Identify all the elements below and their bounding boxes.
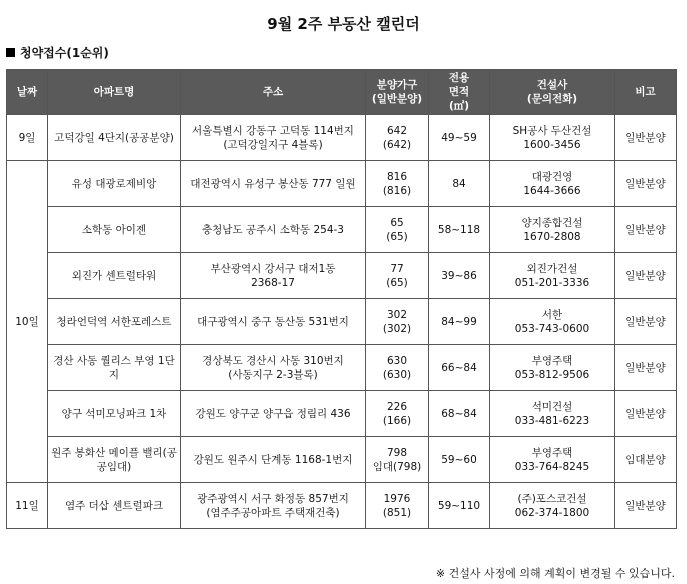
- unit-count: 798 임대(798): [366, 437, 429, 483]
- date-cell: 10일: [7, 299, 48, 345]
- header-addr: 주소: [181, 70, 366, 115]
- area: 68~84: [429, 391, 490, 437]
- note: 일반분양: [615, 253, 677, 299]
- address: 광주광역시 서구 화정동 857번지 (염주주공아파트 주택재건축): [181, 483, 366, 529]
- note: 일반분양: [615, 115, 677, 161]
- table-row: [7, 391, 677, 437]
- header-row: [7, 70, 677, 115]
- note: 일반분양: [615, 345, 677, 391]
- unit-count: 302 (302): [366, 299, 429, 345]
- apt-name: 외진가 센트럴타워: [48, 253, 181, 299]
- date-cell: 11일: [7, 483, 48, 529]
- unit-count: 1976 (851): [366, 483, 429, 529]
- builder: 부영주택 033-764-8245: [490, 437, 615, 483]
- note: 일반분양: [615, 161, 677, 207]
- address: 부산광역시 강서구 대저1동 2368-17: [181, 253, 366, 299]
- builder: 석미건설 033-481-6223: [490, 391, 615, 437]
- unit-count: 77 (65): [366, 253, 429, 299]
- area: 49~59: [429, 115, 490, 161]
- header-units: 분양가구 (일반분양): [366, 70, 429, 115]
- table-row: [7, 161, 677, 207]
- table-row: [7, 437, 677, 483]
- page-title: 9월 2주 부동산 캘린더: [267, 15, 420, 33]
- note: 임대분양: [615, 437, 677, 483]
- header-note: 비고: [615, 70, 677, 115]
- apt-name: 고덕강일 4단지(공공분양): [48, 115, 181, 161]
- apt-name: 경산 사동 퀄리스 부영 1단지: [48, 345, 181, 391]
- builder: (주)포스코건설 062-374-1800: [490, 483, 615, 529]
- area: 58~118: [429, 207, 490, 253]
- date-cell: 9일: [7, 115, 48, 161]
- address: 대전광역시 유성구 봉산동 777 일원: [181, 161, 366, 207]
- calendar-table: [6, 69, 677, 529]
- builder: 부영주택 053-812-9506: [490, 345, 615, 391]
- unit-count: 630 (630): [366, 345, 429, 391]
- builder: 대광건영 1644-3666: [490, 161, 615, 207]
- apt-name: 소학동 아이젠: [48, 207, 181, 253]
- area: 39~86: [429, 253, 490, 299]
- unit-count: 65 (65): [366, 207, 429, 253]
- unit-count: 816 (816): [366, 161, 429, 207]
- section-heading: [6, 44, 109, 61]
- apt-name: 양구 석미모닝파크 1차: [48, 391, 181, 437]
- section-label: 청약접수(1순위): [20, 46, 109, 60]
- header-date: 날짜: [7, 70, 48, 115]
- header-builder: 건설사 (문의전화): [490, 70, 615, 115]
- table-row: [7, 483, 677, 529]
- table-row: [7, 345, 677, 391]
- unit-count: 642 (642): [366, 115, 429, 161]
- table-row: [7, 115, 677, 161]
- unit-count: 226 (166): [366, 391, 429, 437]
- address: 대구광역시 중구 동산동 531번지: [181, 299, 366, 345]
- note: 일반분양: [615, 483, 677, 529]
- area: 59~60: [429, 437, 490, 483]
- address: 강원도 양구군 양구읍 정림리 436: [181, 391, 366, 437]
- apt-name: 유성 대광로제비앙: [48, 161, 181, 207]
- apt-name: 염주 더삽 센트럴파크: [48, 483, 181, 529]
- note: 일반분양: [615, 391, 677, 437]
- note: 일반분양: [615, 207, 677, 253]
- footer-note: ※ 건설사 사정에 의해 계획이 변경될 수 있습니다.: [435, 567, 675, 580]
- builder: 서한 053-743-0600: [490, 299, 615, 345]
- header-area: 전용 면적 (㎡): [429, 70, 490, 115]
- area: 59~110: [429, 483, 490, 529]
- header-apt: 아파트명: [48, 70, 181, 115]
- address: 충청남도 공주시 소학동 254-3: [181, 207, 366, 253]
- address: 강원도 원주시 단계동 1168-1번지: [181, 437, 366, 483]
- builder: 외진가건설 051-201-3336: [490, 253, 615, 299]
- table-row: [7, 207, 677, 253]
- address: 경상북도 경산시 사동 310번지 (사동지구 2-3블록): [181, 345, 366, 391]
- table-row: [7, 299, 677, 345]
- table-row: [7, 253, 677, 299]
- apt-name: 청라언덕역 서한포레스트: [48, 299, 181, 345]
- area: 66~84: [429, 345, 490, 391]
- note: 일반분양: [615, 299, 677, 345]
- builder: 양지종합건설 1670-2808: [490, 207, 615, 253]
- area: 84: [429, 161, 490, 207]
- area: 84~99: [429, 299, 490, 345]
- builder: SH공사 두산건설 1600-3456: [490, 115, 615, 161]
- square-bullet-icon: [6, 48, 15, 57]
- address: 서울특별시 강동구 고덕동 114번지 (고덕강일지구 4블록): [181, 115, 366, 161]
- apt-name: 원주 봉화산 메이플 밸리(공공임대): [48, 437, 181, 483]
